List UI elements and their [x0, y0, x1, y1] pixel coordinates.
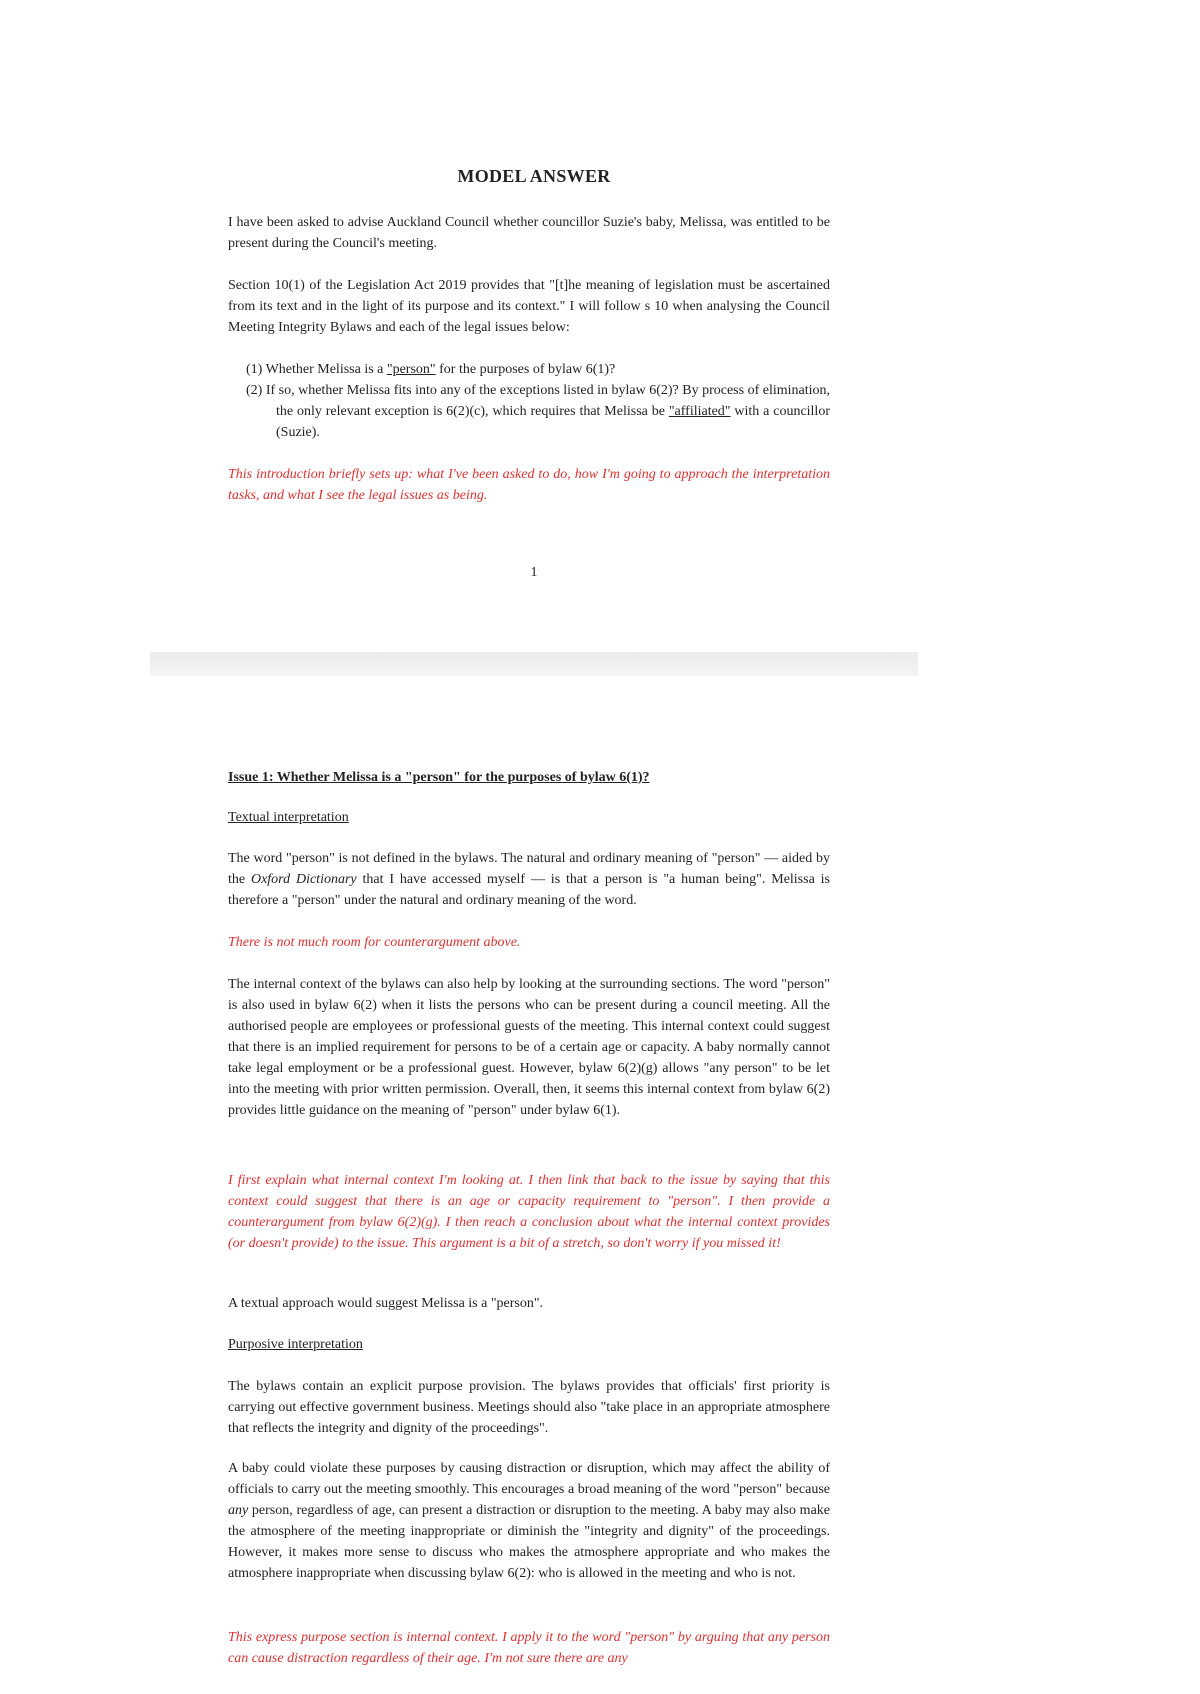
textual-paragraph-2: The internal context of the bylaws can also help by looking at the surrounding sections. The word "person" is also used in bylaw 6(2) when it lists the persons who can be present during a council meeting. All the authorised people are employees or professional guests of the meeting. This internal context could suggest that there is an implied requirement for persons to be of a certain age or capacity. A baby normally cannot take legal employment or be a professional guest. However, bylaw 6(2)(g) allows "any person" to be let into the meeting with prior written permission. Overall, then, it seems this internal context from bylaw 6(2) provides little guidance on the meaning of "person" under bylaw 6(1).: [228, 977, 830, 1118]
textual-conclusion: A textual approach would suggest Melissa is a "person".: [228, 1296, 544, 1311]
textual-interpretation-heading: Textual interpretation: [228, 810, 349, 825]
document-title: MODEL ANSWER: [457, 166, 611, 186]
commentary-note-counterargument: There is not much room for counterargument above.: [228, 935, 521, 950]
purposive-paragraph-2: A baby could violate these purposes by causing distraction or disruption, which may affect the ability of officials to carry out the meeting smoothly. This encourages a broad meaning of the word "person" because any person, regardless of age, can present a distraction or disruption to the meeting. A baby may also make the atmosphere of the meeting inappropriate or diminish the "integrity and dignity" of the proceedings. However, it makes more sense to discuss who makes the atmosphere appropriate and who makes the atmosphere inappropriate when discussing bylaw 6(2): who is allowed in the meeting and who is not.: [228, 1461, 830, 1581]
document-page-1: [150, 0, 918, 652]
page-separator: [150, 652, 918, 676]
issue-item-2: (2) If so, whether Melissa fits into any of the exceptions listed in bylaw 6(2)? By process of elimination, the only relevant exception is 6(2)(c), which requires that Melissa be "affiliated" with a councillor (Suzie).: [246, 383, 830, 440]
issue-item-1: (1) Whether Melissa is a "person" for the purposes of bylaw 6(1)?: [246, 362, 616, 377]
document-page-2: [150, 676, 918, 1694]
page-number: 1: [530, 565, 538, 580]
commentary-note-internal-context: I first explain what internal context I'm looking at. I then link that back to the issue by saying that this context could suggest that there is an age or capacity requirement to "person". I then provide a counterargument from bylaw 6(2)(g). I then reach a conclusion about what the internal context provides (or doesn't provide) to the issue. This argument is a bit of a stretch, so don't worry if you missed it!: [228, 1173, 830, 1251]
issues-list: [228, 359, 830, 443]
issue-heading: Issue 1: Whether Melissa is a "person" for the purposes of bylaw 6(1)?: [228, 770, 650, 785]
commentary-note-intro: This introduction briefly sets up: what I've been asked to do, how I'm going to approach the interpretation tasks, and what I see the legal issues as being.: [228, 467, 830, 503]
legislation-paragraph: Section 10(1) of the Legislation Act 2019 provides that "[t]he meaning of legislation must be ascertained from its text and in the light of its purpose and its context." I will follow s 10 when analysing the Council Meeting Integrity Bylaws and each of the legal issues below:: [228, 278, 830, 335]
purposive-interpretation-heading: Purposive interpretation: [228, 1337, 363, 1352]
purposive-paragraph-1: The bylaws contain an explicit purpose provision. The bylaws provides that officials' first priority is carrying out effective government business. Meetings should also "take place in an appropriate atmosphere that reflects the integrity and dignity of the proceedings".: [228, 1379, 830, 1436]
commentary-note-purpose: This express purpose section is internal context. I apply it to the word "person" by arguing that any person can cause distraction regardless of their age. I'm not sure there are any: [228, 1630, 830, 1666]
intro-paragraph: I have been asked to advise Auckland Council whether councillor Suzie's baby, Melissa, was entitled to be present during the Council's meeting.: [228, 215, 830, 251]
textual-paragraph-1: The word "person" is not defined in the bylaws. The natural and ordinary meaning of "person" — aided by the Oxford Dictionary that I have accessed myself — is that a person is "a human being". Melissa is therefore a "person" under the natural and ordinary meaning of the word.: [228, 851, 830, 908]
